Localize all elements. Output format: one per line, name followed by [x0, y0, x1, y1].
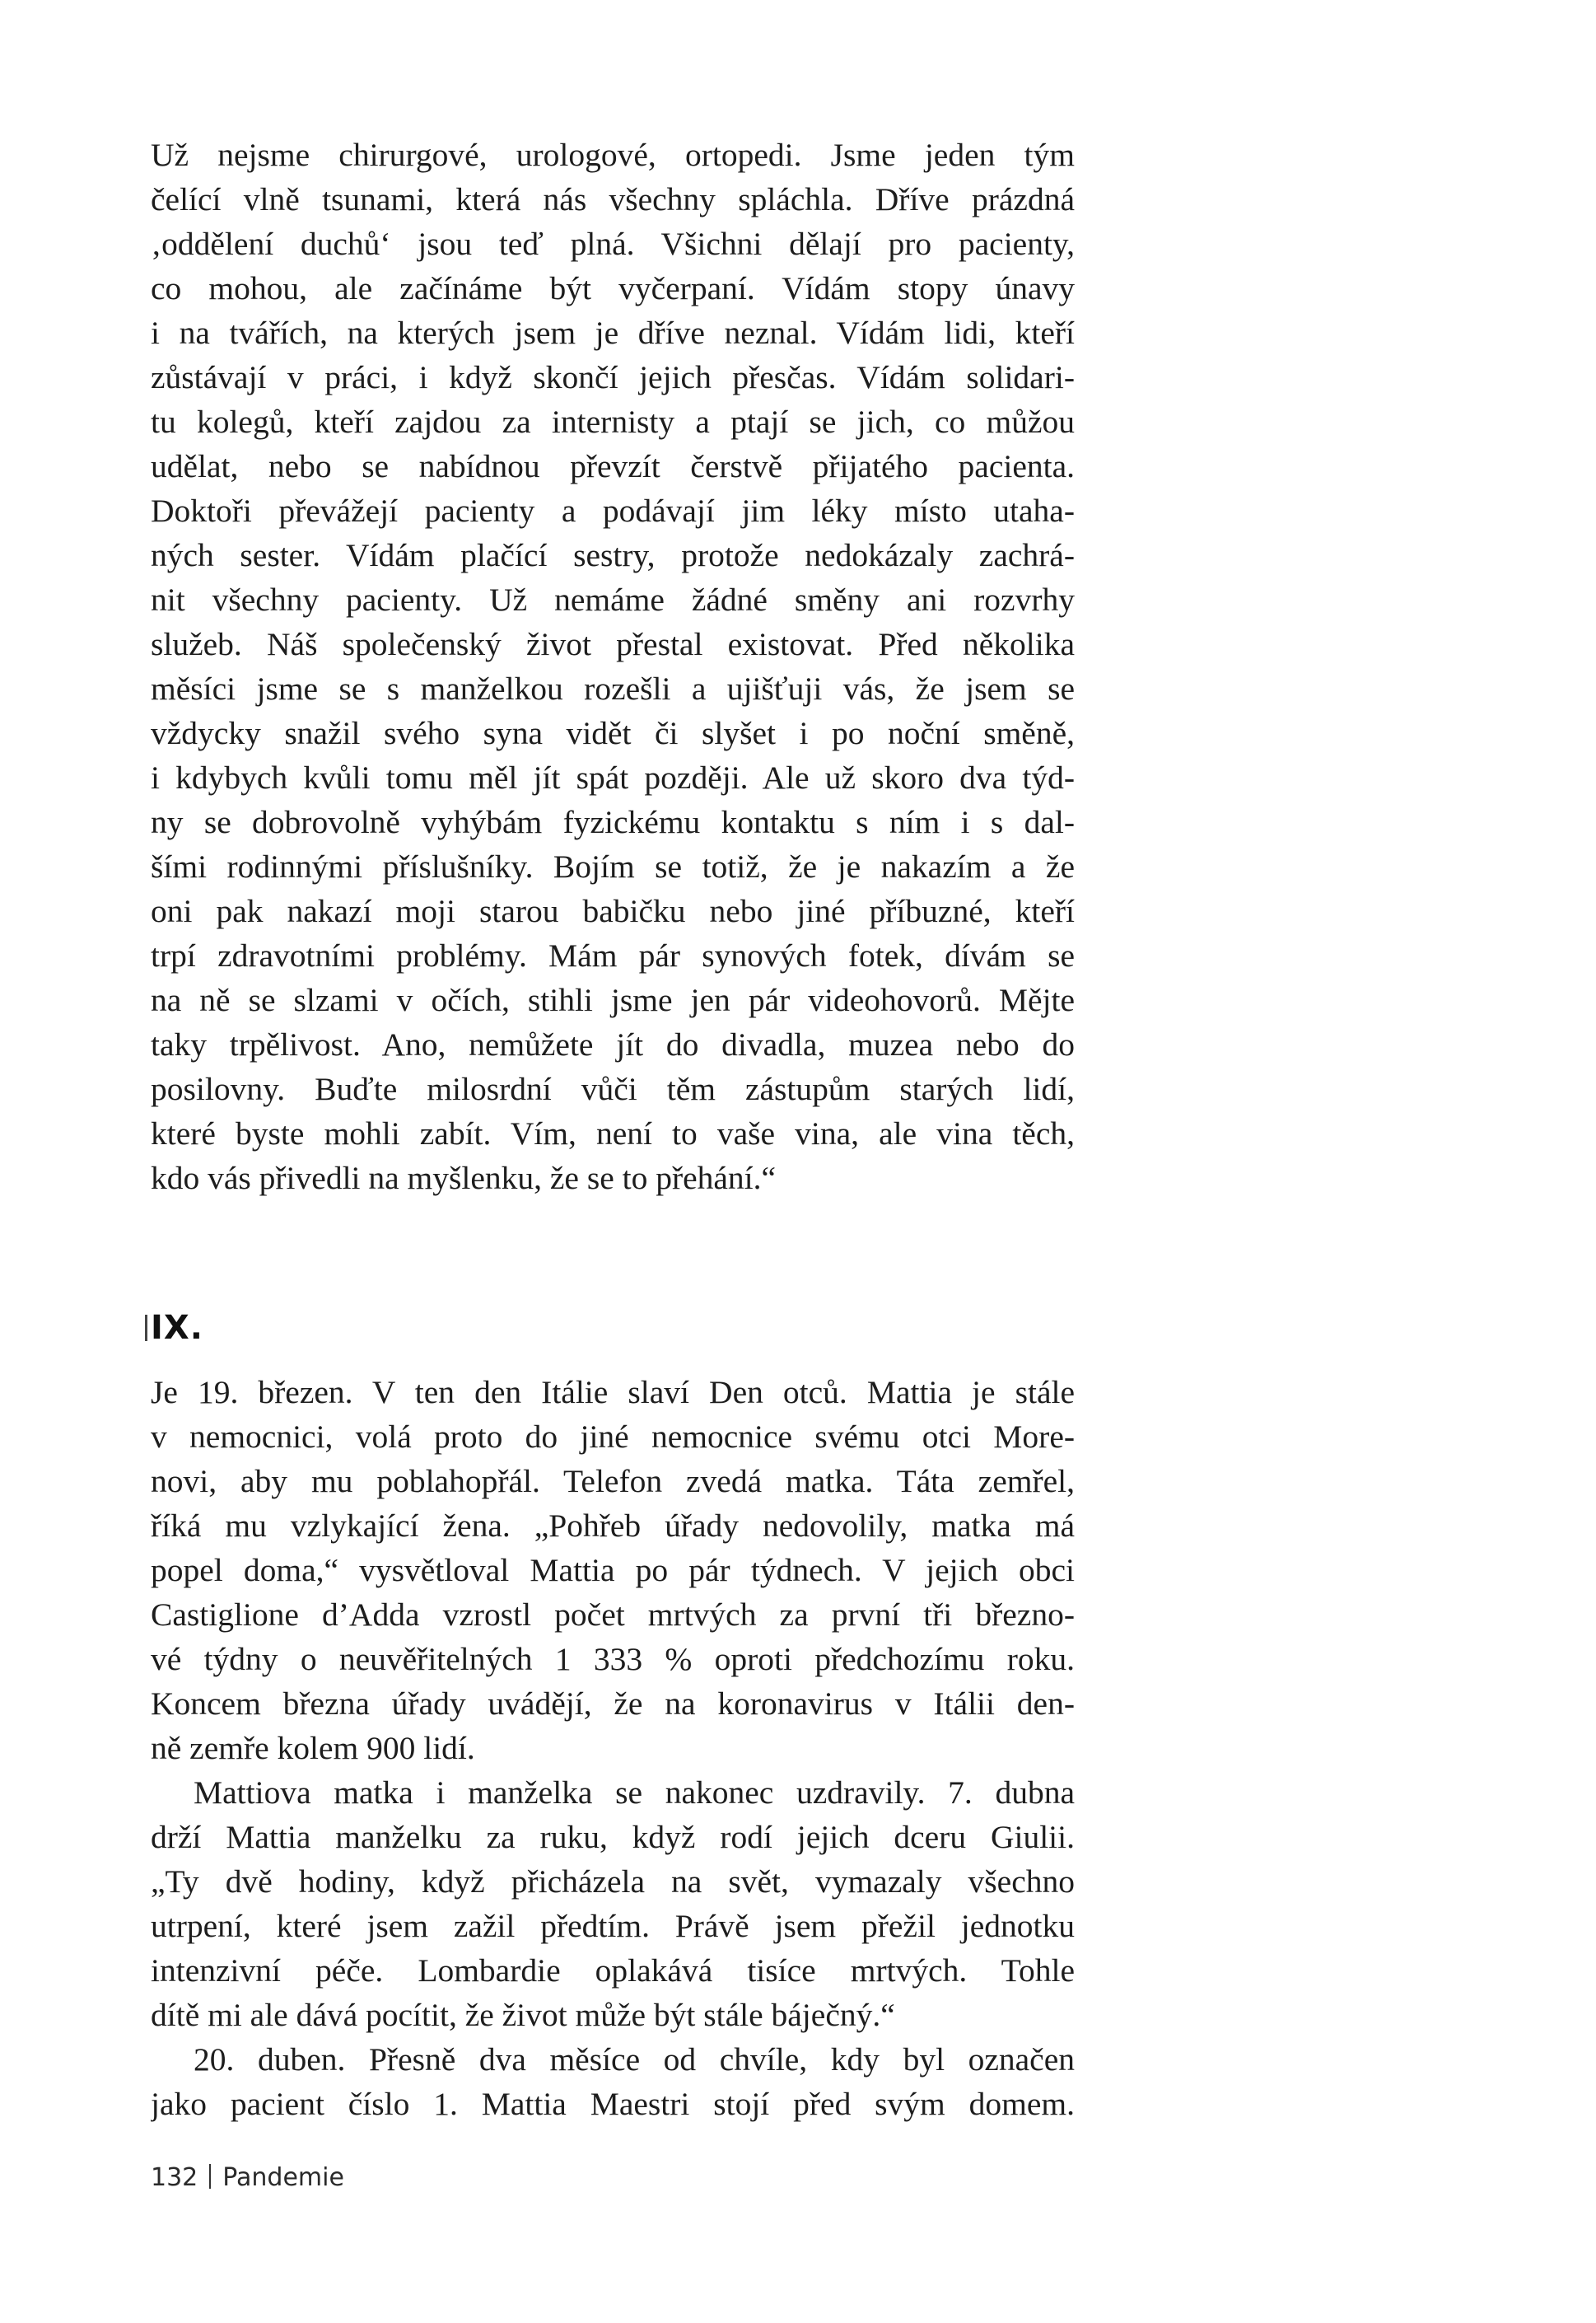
text-line: čelící vlně tsunami, která nás všechny spláchla. Dříve prázdná: [151, 181, 1075, 217]
text-line: vždycky snažil svého syna vidět či slyšet i po noční směně,: [151, 715, 1075, 751]
section-heading-text: IX.: [151, 1309, 203, 1347]
text-line: jako pacient číslo 1. Mattia Maestri stojí před svým domem.: [151, 2086, 1075, 2122]
text-line: intenzivní péče. Lombardie oplakává tisíce mrtvých. Tohle: [151, 1952, 1075, 1989]
text-line: ny se dobrovolně vyhýbám fyzickému kontaktu s ním i s dal-: [151, 804, 1075, 840]
text-line: taky trpělivost. Ano, nemůžete jít do divadla, muzea nebo do: [151, 1026, 1075, 1063]
footer-separator: [209, 2164, 211, 2189]
text-line: drží Mattia manželku za ruku, když rodí jejich dceru Giulii.: [151, 1819, 1075, 1855]
text-line: udělat, nebo se nabídnou převzít čerstvě přijatého pacienta.: [151, 448, 1075, 484]
text-line: říká mu vzlykající žena. „Pohřeb úřady nedovolily, matka má: [151, 1507, 1075, 1544]
text-line: Už nejsme chirurgové, urologové, ortopedi. Jsme jeden tým: [151, 137, 1075, 173]
text-line: ně zemře kolem 900 lidí.: [151, 1730, 475, 1766]
text-line: Doktoři převážejí pacienty a podávají jim léky místo utaha-: [151, 493, 1075, 529]
text-line: utrpení, které jsem zažil předtím. Právě jsem přežil jednotku: [151, 1908, 1075, 1944]
text-line: Mattiova matka i manželka se nakonec uzdravily. 7. dubna: [194, 1774, 1075, 1811]
text-line: v nemocnici, volá proto do jiné nemocnice svému otci More-: [151, 1419, 1075, 1455]
text-line: Castiglione d’Adda vzrostl počet mrtvých za první tři březno-: [151, 1596, 1075, 1633]
paragraph-continued: [151, 133, 1075, 1200]
text-line: 20. duben. Přesně dva měsíce od chvíle, kdy byl označen: [194, 2041, 1075, 2078]
text-line: kdo vás přivedli na myšlenku, že se to přehání.“: [151, 1160, 777, 1196]
text-line: oni pak nakazí moji starou babičku nebo jiné příbuzné, kteří: [151, 893, 1075, 929]
text-line: ‚oddělení duchů‘ jsou teď plná. Všichni dělají pro pacienty,: [151, 226, 1075, 262]
text-line: měsíci jsme se s manželkou rozešli a ujišťuji vás, že jsem se: [151, 671, 1075, 707]
text-line: i na tvářích, na kterých jsem je dříve neznal. Vídám lidi, kteří: [151, 315, 1075, 351]
text-line: novi, aby mu poblahopřál. Telefon zvedá matka. Táta zemřel,: [151, 1463, 1075, 1499]
section-body: [151, 1370, 1075, 2126]
text-line: služeb. Náš společenský život přestal existovat. Před několika: [151, 626, 1075, 662]
text-line: vé týdny o neuvěřitelných 1 333 % oproti předchozímu roku.: [151, 1641, 1075, 1677]
text-line: Koncem března úřady uvádějí, že na koronavirus v Itálii den-: [151, 1685, 1075, 1722]
text-line: posilovny. Buďte milosrdní vůči těm zástupům starých lidí,: [151, 1071, 1075, 1107]
text-line: trpí zdravotními problémy. Mám pár synových fotek, dívám se: [151, 937, 1075, 974]
text-line: i kdybych kvůli tomu měl jít spát později. Ale už skoro dva týd-: [151, 760, 1075, 796]
text-line: dítě mi ale dává pocítit, že život může být stále báječný.“: [151, 1997, 895, 2033]
text-line: Je 19. březen. V ten den Itálie slaví Den otců. Mattia je stále: [151, 1374, 1075, 1410]
page-number: 132: [151, 2163, 198, 2192]
heading-bar-mark: [145, 1315, 147, 1341]
text-line: co mohou, ale začínáme být vyčerpaní. Vídám stopy únavy: [151, 270, 1075, 306]
text-line: „Ty dvě hodiny, když přicházela na svět, vymazaly všechno: [151, 1863, 1075, 1900]
book-title: Pandemie: [222, 2163, 344, 2192]
page-footer: [151, 2162, 344, 2194]
section-heading: [145, 1308, 203, 1348]
text-line: tu kolegů, kteří zajdou za internisty a ptají se jich, co můžou: [151, 404, 1075, 440]
text-line: nit všechny pacienty. Už nemáme žádné směny ani rozvrhy: [151, 582, 1075, 618]
text-line: na ně se slzami v očích, stihli jsme jen pár videohovorů. Mějte: [151, 982, 1075, 1018]
text-line: které byste mohli zabít. Vím, není to vaše vina, ale vina těch,: [151, 1115, 1075, 1152]
text-line: ných sester. Vídám plačící sestry, protože nedokázaly zachrá-: [151, 537, 1075, 573]
text-line: popel doma,“ vysvětloval Mattia po pár týdnech. V jejich obci: [151, 1552, 1075, 1588]
text-line: šími rodinnými příslušníky. Bojím se totiž, že je nakazím a že: [151, 848, 1075, 885]
text-line: zůstávají v práci, i když skončí jejich přesčas. Vídám solidari-: [151, 359, 1075, 395]
